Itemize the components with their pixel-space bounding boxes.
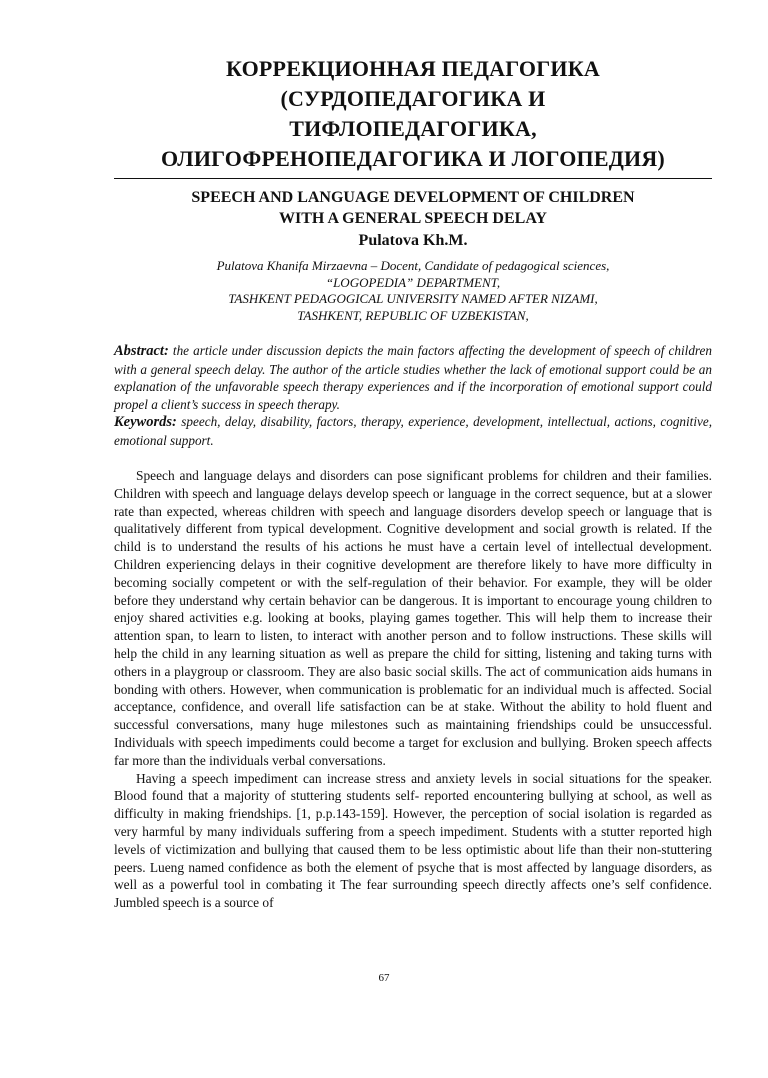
article-title xyxy=(114,187,712,229)
author-affiliation xyxy=(114,258,712,324)
keywords-text: speech, delay, disability, factors, therapy, experience, development, intellectual, actions, cognitive, emotional support. xyxy=(114,414,713,448)
affiliation-line: Pulatova Khanifa Mirzaevna – Docent, Candidate of pedagogical sciences, xyxy=(216,258,610,273)
section-title xyxy=(114,54,712,174)
abstract-text: the article under discussion depicts the main factors affecting the development of speech of children with a general speech delay. The author of the article studies whether the lack of emotional support could be an explanation of the unfavorable speech therapy experiences and if the incorporation of emotional support could propel a client’s success in speech therapy. xyxy=(114,343,712,412)
section-title-line: (СУРДОПЕДАГОГИКА И xyxy=(280,86,546,111)
article-body xyxy=(114,467,712,912)
author-name: Pulatova Kh.M. xyxy=(358,232,468,249)
abstract-label: Abstract: xyxy=(114,343,169,359)
journal-page xyxy=(0,54,768,1078)
keywords xyxy=(114,413,712,449)
page-number: 67 xyxy=(378,972,390,984)
affiliation-line: TASHKENT PEDAGOGICAL UNIVERSITY NAMED AFTER NIZAMI, xyxy=(228,291,598,306)
keywords-label: Keywords: xyxy=(114,414,177,430)
body-paragraph: Having a speech impediment can increase stress and anxiety levels in social situations for the speaker. Blood found that a majority of stuttering students self- reported encountering bullying at school, as well as difficulty in making friendships. [1, p.p.143-159]. However, the perception of social isolation is regarded as very harmful by many individuals suffering from a speech impediment. Students with a stutter reported high levels of victimization and bullying that caused them to be less optimistic about life than their non-stuttering peers. Lueng named confidence as both the element of psyche that is most affected by language disorders, as well as a powerful tool in combating it The fear surrounding speech directly affects one’s self confidence. Jumbled speech is a source of xyxy=(114,770,712,911)
affiliation-line: “LOGOPEDIA” DEPARTMENT, xyxy=(325,274,501,290)
affiliation-line: TASHKENT, REPUBLIC OF UZBEKISTAN, xyxy=(297,307,529,323)
abstract xyxy=(114,342,712,413)
section-title-line: ТИФЛОПЕДАГОГИКА, xyxy=(289,116,537,141)
section-divider xyxy=(114,178,712,179)
article-title-line-1: SPEECH AND LANGUAGE DEVELOPMENT OF CHILDREN xyxy=(191,189,635,206)
section-title-line: КОРРЕКЦИОННАЯ ПЕДАГОГИКА xyxy=(226,56,600,81)
section-title-line: ОЛИГОФРЕНОПЕДАГОГИКА И ЛОГОПЕДИЯ) xyxy=(161,146,665,171)
body-paragraph: Speech and language delays and disorders can pose significant problems for children and their families. Children with speech and language delays develop speech or language in the correct sequence, but at a slower rate than expected, whereas children with speech and language disorders develop speech or language that is qualitatively different from typical development. Cognitive development and social growth is related. If the child is to understand the results of his actions he must have a certain level of intellectual development. Children experiencing delays in their cognitive development are therefore likely to have more difficulty in becoming socially competent or with the self-regulation of their behavior. For example, they will be older before they understand why certain behavior can be dangerous. It is important to encourage young children to enjoy shared activities e.g. looking at books, playing games together. This will help them to increase their attention span, to learn to listen, to interact with another person and to follow instructions. These skills will help the child in any learning situation as well as prepare the child for sitting, listening and taking turns with others in a playgroup or classroom. They are also basic social skills. The act of communication aids humans in bonding with others. However, when communication is problematic for an individual much is affected. Social acceptance, confidence, and overall life satisfaction can be at stake. Without the ability to hold fluent and successful conversations, many huge milestones such as maintaining friendships could be unsuccessful. Individuals with speech impediments could become a target for exclusion and bullying. Broken speech affects far more than the individuals verbal conversations. xyxy=(114,468,712,768)
article-title-line-2: WITH A GENERAL SPEECH DELAY xyxy=(279,210,547,227)
